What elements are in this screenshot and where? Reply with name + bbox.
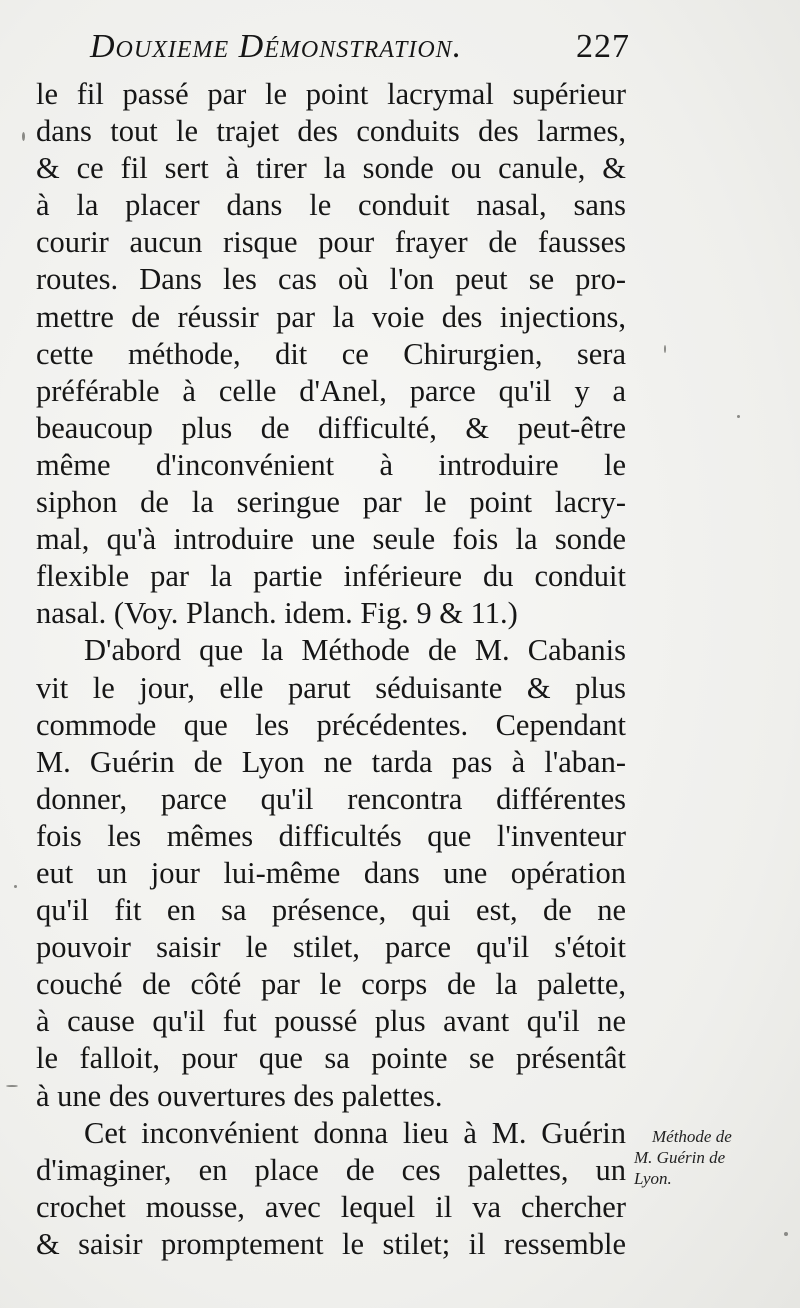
text-line: mal, qu'à introduire une seule fois la sonde [36,522,626,557]
text-line: vit le jour, elle parut séduisante & plus [36,670,626,705]
paper-speck [6,1085,18,1087]
paper-speck [22,132,25,141]
text-line: à la placer dans le conduit nasal, sans [36,188,626,223]
body-text [36,76,626,1263]
text-line: eut un jour lui-même dans une opération [36,855,626,890]
paper-speck [737,415,740,418]
text-line: crochet mousse, avec lequel il va chercher [36,1189,626,1224]
text-line: nasal. (Voy. Planch. idem. Fig. 9 & 11.) [36,596,518,631]
margin-note [634,1126,794,1189]
margin-note-line: Lyon. [634,1169,672,1188]
text-line: préférable à celle d'Anel, parce qu'il y a [36,373,626,408]
running-header [60,22,630,72]
text-line: couché de côté par le corps de la palette, [36,967,626,1002]
margin-note-line: Méthode de [652,1127,732,1146]
text-line: & ce fil sert à tirer la sonde ou canule, & [36,151,626,186]
text-line: & saisir promptement le stilet; il ressemble [36,1226,626,1261]
text-line: flexible par la partie inférieure du conduit [36,559,626,594]
margin-note-line: M. Guérin de [634,1148,726,1167]
text-line: dans tout le trajet des conduits des larmes, [36,114,626,149]
text-line: mettre de réussir par la voie des injections, [36,299,626,334]
text-line: fois les mêmes difficultés que l'inventeur [36,818,626,853]
text-line: le falloit, pour que sa pointe se présentât [36,1041,626,1076]
text-line: D'abord que la Méthode de M. Cabanis [84,633,626,668]
page-number: 227 [576,28,630,65]
text-line: Cet inconvénient donna lieu à M. Guérin [84,1115,626,1150]
text-line: pouvoir saisir le stilet, parce qu'il s'étoit [36,930,626,965]
text-line: d'imaginer, en place de ces palettes, un [36,1152,626,1187]
text-line: routes. Dans les cas où l'on peut se pro- [36,262,626,297]
text-line: le fil passé par le point lacrymal supérieur [36,77,626,111]
paper-speck [784,1232,788,1236]
text-line: siphon de la seringue par le point lacry- [36,485,626,520]
text-line: courir aucun risque pour frayer de fausses [36,225,626,260]
paper-speck [14,885,17,888]
text-line: à une des ouvertures des palettes. [36,1078,443,1113]
text-line: M. Guérin de Lyon ne tarda pas à l'aban- [36,744,626,779]
text-line: donner, parce qu'il rencontra différentes [36,781,626,816]
text-line: cette méthode, dit ce Chirurgien, sera [36,336,626,371]
running-title: Douxieme Démonstration. [90,28,463,65]
text-line: beaucoup plus de difficulté, & peut-être [36,410,626,445]
text-line: même d'inconvénient à introduire le [36,447,626,482]
paper-speck [664,345,666,353]
text-line: à cause qu'il fut poussé plus avant qu'il ne [36,1004,626,1039]
text-line: qu'il fit en sa présence, qui est, de ne [36,893,626,928]
text-line: commode que les précédentes. Cependant [36,707,626,742]
